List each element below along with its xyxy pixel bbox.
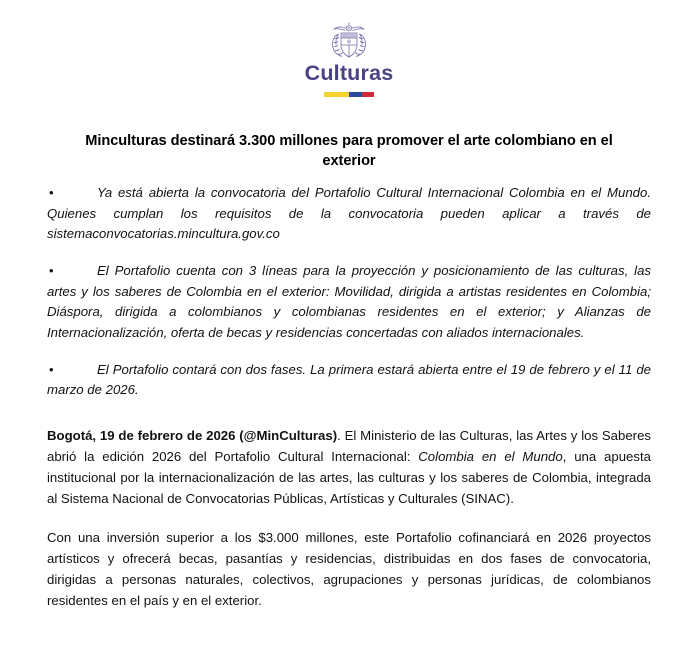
list-item bbox=[47, 261, 651, 344]
document-body bbox=[47, 183, 651, 611]
list-item-text: El Portafolio cuenta con 3 líneas para la proyección y posicionamiento de las culturas, las artes y los saberes de Colombia en el exterior: Movilidad, dirigida a artistas residentes en Colombia; Diáspora, dirigida a colombianos y colombianas residentes en el exterior; y Alianzas de Internacionalización, oferta de becas y residencias concertadas con aliados internacionales. bbox=[47, 262, 651, 340]
letterhead bbox=[0, 0, 698, 97]
list-item bbox=[47, 360, 651, 401]
lead-paragraph bbox=[47, 425, 651, 510]
list-item-text: El Portafolio contará con dos fases. La primera estará abierta entre el 19 de febrero y el 11 de marzo de 2026. bbox=[47, 361, 651, 398]
colombia-coat-of-arms-icon bbox=[328, 22, 370, 60]
flag-stripe-red bbox=[362, 92, 375, 97]
flag-stripe-blue bbox=[349, 92, 362, 97]
list-item-text: Ya está abierta la convocatoria del Portafolio Cultural Internacional Colombia en el Mundo. Quienes cumplan los requisitos de la convocatoria pueden aplicar a través de sistemaconvocatorias.mincultura.gov.co bbox=[47, 185, 651, 242]
lead-text-part-2: , una apuesta institucional por la internacionalización de las artes, las culturas y los saberes de Colombia, integrada al Sistema Nacional de Convocatorias Públicas, Artísticas y Culturales (SINAC). bbox=[47, 449, 651, 507]
bullet-marker: • bbox=[49, 185, 54, 200]
brand-wordmark: Culturas bbox=[304, 61, 394, 85]
bullet-marker: • bbox=[49, 262, 54, 278]
flag-stripe-yellow bbox=[324, 92, 349, 97]
list-item bbox=[47, 183, 651, 245]
lead-text-part-1: . El Ministerio de las Culturas, las Artes y los Saberes abrió la edición 2026 del Portafolio Cultural Internacional: bbox=[47, 427, 652, 465]
page-title: Minculturas destinará 3.300 millones para promover el arte colombiano en el exterior bbox=[85, 132, 613, 170]
colombia-flag-bar bbox=[324, 92, 374, 97]
body-paragraph-2: Con una inversión superior a los $3.000 millones, este Portafolio cofinanciará en 2026 proyectos artísticos y ofrecerá becas, pasantías y residencias, distribuidas en dos fases de convocatoria, dirigidas a personas naturales, colectivos, agrupaciones y personas jurídicas, de colombianos residentes en el país y en el exterior. bbox=[47, 529, 651, 609]
bullet-marker: • bbox=[49, 361, 54, 377]
program-title-italic: Colombia en el Mundo bbox=[418, 449, 563, 465]
dateline: Bogotá, 19 de febrero de 2026 (@MinCulturas) bbox=[47, 427, 338, 443]
